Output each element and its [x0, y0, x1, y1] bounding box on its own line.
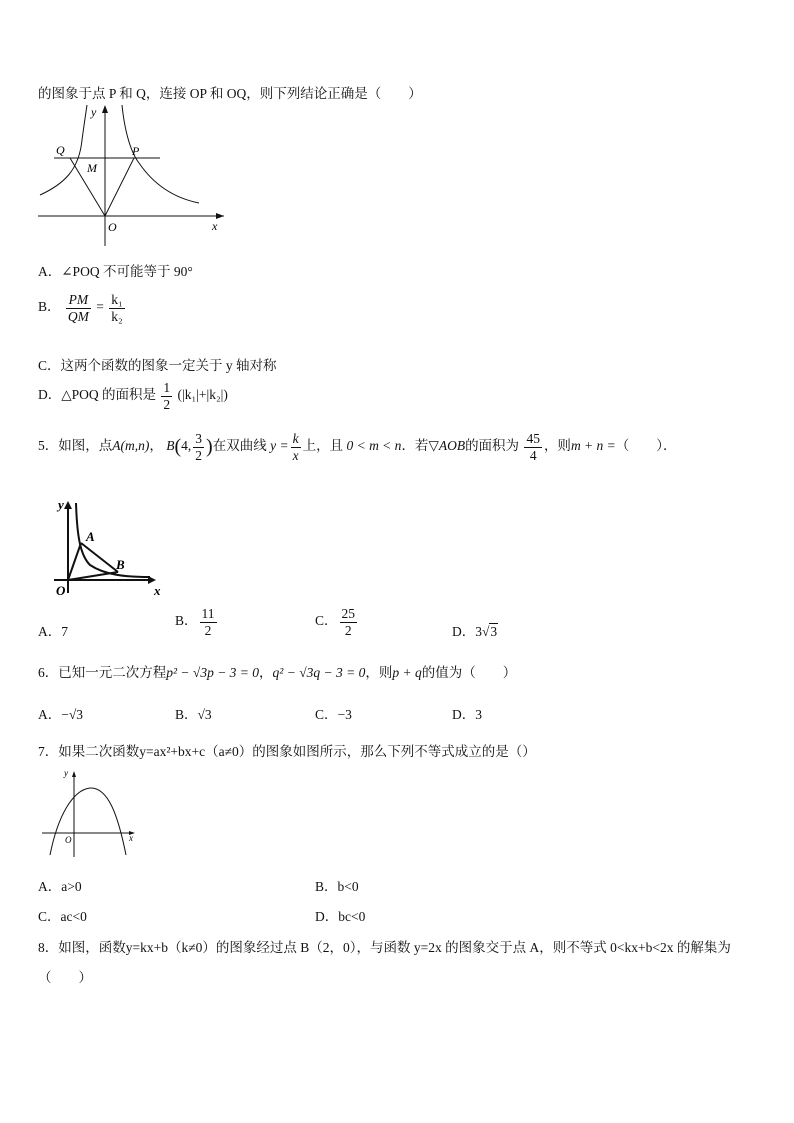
q6-option-b: B．√3 [175, 707, 212, 722]
q4-fig-m-label: M [87, 161, 97, 175]
q7-option-c: C．ac<0 [38, 909, 87, 924]
q4-fig-p-label: P [132, 144, 140, 158]
q5-figure [50, 495, 170, 600]
q4-option-a: A．∠POQ 不可能等于 90° [38, 264, 193, 279]
q6-option-d: D．3 [452, 707, 482, 722]
q5-option-a: A．7 [38, 624, 68, 639]
q8-stem-line1: 8．如图，函数y=kx+b（k≠0）的图象经过点 B（2，0），与函数 y=2x 的图象交于点 A，则不等式 0<kx+b<2x 的解集为 [38, 940, 731, 955]
q7-fig-y-label: y [64, 768, 68, 778]
q5-fig-y-label: y [58, 497, 64, 512]
q5-fig-x-label: x [154, 583, 161, 598]
q6-option-a: A．−√3 [38, 707, 84, 722]
q7-fig-o-label: O [65, 835, 72, 845]
q4-fig-o-label: O [108, 220, 117, 234]
q7-figure [38, 765, 143, 860]
q4-option-b-lhs: $\frac{PM}{QM}$ [67, 292, 89, 324]
q5-option-c: C． $\frac{25}{2}$ [315, 606, 356, 638]
q5-fig-a-label: A [86, 529, 95, 544]
q5-fig-o-label: O [56, 583, 66, 598]
q4-option-d [38, 381, 228, 411]
q4-option-d-prefix: D．△POQ 的面积是 [38, 387, 157, 403]
q7-stem: 7．如果二次函数y=ax²+bx+c（a≠0）的图象如图所示，那么下列不等式成立的是（） [38, 744, 536, 759]
q4-fig-q-label: Q [56, 143, 65, 157]
q4-option-b-prefix: B． [38, 299, 61, 315]
q5-stem: 5．如图，点A(m,n)， B(4, $\frac{3}{2}$ )在双曲线 y = $\frac{k}{x}$ 上，且 0 < m < n．若▽AOB的面积为 $\frac{45}{4}$ ，则m + n =（ ）． [38, 431, 677, 463]
q7-option-a: A．a>0 [38, 879, 82, 894]
q4-figure [34, 100, 234, 250]
q4-option-b: B． $\frac{PM}{QM}$ = $\frac{\text{k₁}}{\text{k₂}}$ [38, 292, 123, 324]
q6-option-c: C．−3 [315, 707, 352, 722]
q6-stem: 6．已知一元二次方程p² − √3p − 3 = 0，q² − √3q − 3 = 0，则p + q的值为（ ） [38, 665, 517, 680]
q8-stem-line2: （ ） [38, 970, 92, 985]
q4-option-d-frac: $\frac{1}{2}$ [163, 380, 171, 412]
q5-option-b: B． $\frac{11}{2}$ [175, 606, 215, 638]
q7-fig-x-label: x [129, 833, 133, 843]
q4-fig-x-label: x [212, 219, 218, 233]
q5-fig-b-label: B [116, 557, 125, 572]
q4-option-d-tail: (|k₁|+|k₂|) [177, 387, 228, 403]
q4-option-c: C．这两个函数的图象一定关于 y 轴对称 [38, 358, 277, 373]
q4-fig-y-label: y [91, 105, 97, 119]
q5-option-d: D．3√3 [452, 624, 498, 639]
q7-option-b: B．b<0 [315, 879, 359, 894]
q4-option-b-rhs: $\frac{\text{k₁}}{\text{k₂}}$ [111, 292, 123, 324]
q7-option-d: D．bc<0 [315, 909, 366, 924]
q4-stem-tail: 的图象于点 P 和 Q，连接 OP 和 OQ，则下列结论正确是（ ） [38, 86, 422, 101]
